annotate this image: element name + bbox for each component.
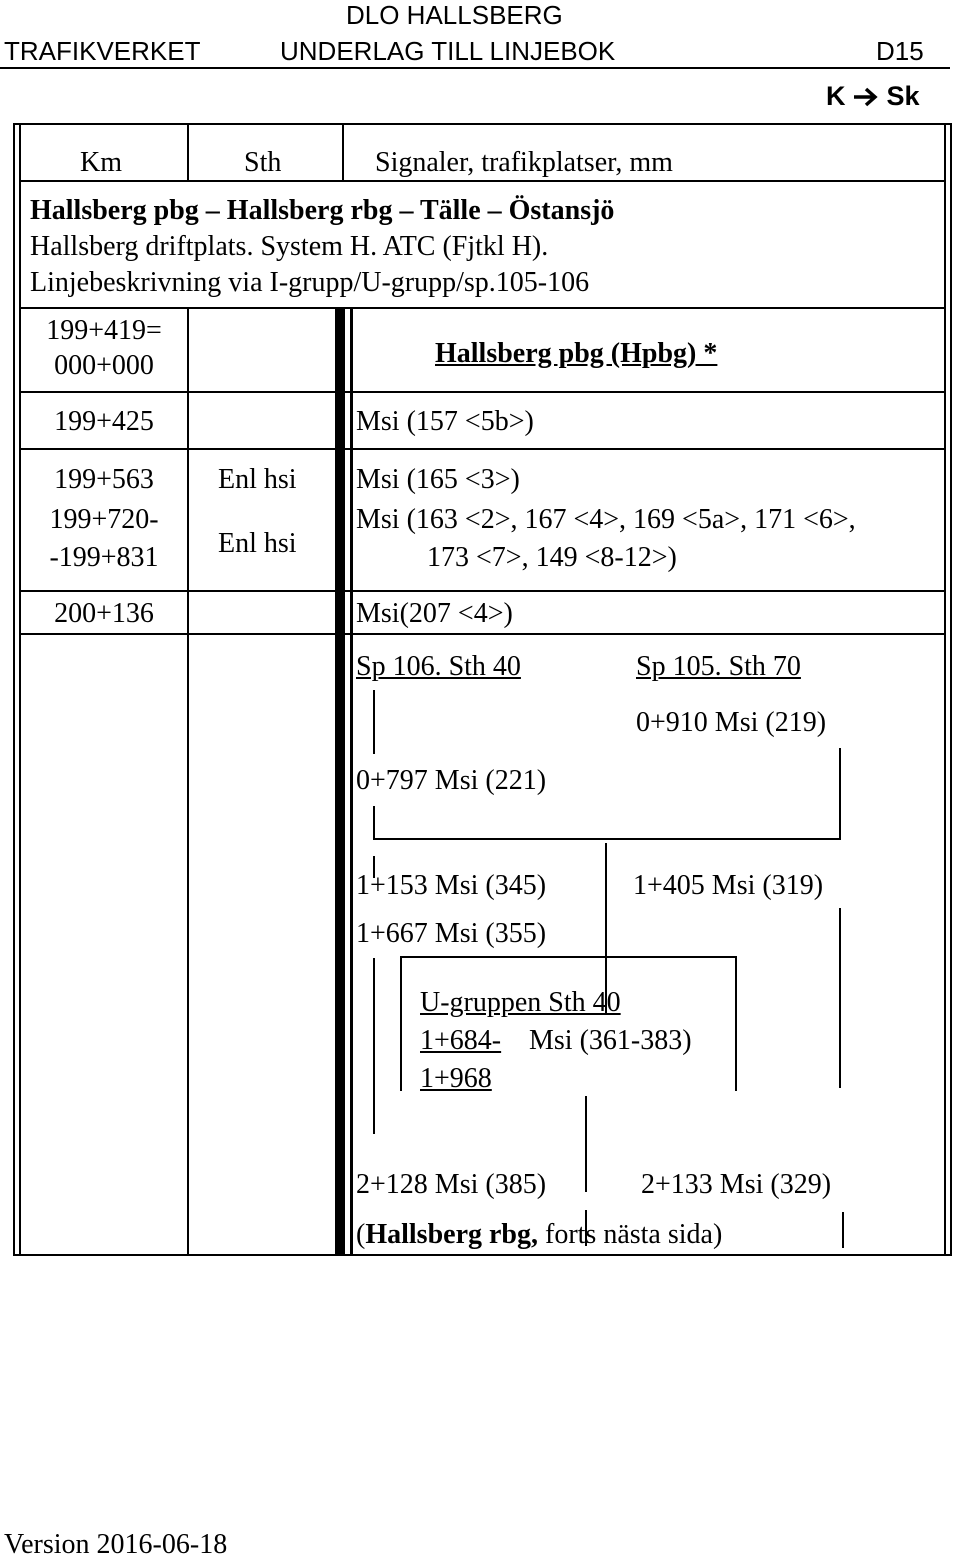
col-header-sth: Sth bbox=[244, 147, 282, 178]
signal-text: 2+133 Msi (329) bbox=[641, 1169, 832, 1200]
version-footer: Version 2016-06-18 bbox=[4, 1529, 228, 1560]
page-code: D15 bbox=[876, 36, 924, 66]
main-track-bar-inner bbox=[350, 307, 353, 1254]
continuation-note: (Hallsberg rbg, forts nästa sida) bbox=[356, 1219, 723, 1250]
document-subtitle: UNDERLAG TILL LINJEBOK bbox=[280, 36, 616, 66]
document-title: DLO HALLSBERG bbox=[346, 0, 563, 30]
section-line-2: Linjebeskrivning via I-grupp/U-grupp/sp.105-106 bbox=[30, 267, 590, 298]
signal-text: Msi (163 <2>, 167 <4>, 169 <5a>, 171 <6>, bbox=[356, 504, 856, 535]
track-label-sp105: Sp 105. Sth 70 bbox=[636, 651, 801, 682]
direction-from: K bbox=[826, 81, 846, 111]
route-title: Hallsberg pbg – Hallsberg rbg – Tälle – Östansjö bbox=[30, 195, 615, 226]
signal-text: 0+797 Msi (221) bbox=[356, 765, 547, 796]
row-divider bbox=[19, 590, 945, 592]
col-divider-sth bbox=[342, 123, 344, 181]
ugroup-box-top bbox=[400, 956, 736, 958]
direction-to: Sk bbox=[886, 81, 920, 111]
track-segment bbox=[373, 806, 375, 840]
track-segment bbox=[373, 958, 375, 1134]
track-segment bbox=[585, 1096, 587, 1192]
col-divider-km bbox=[187, 307, 189, 1254]
km-value: 000+000 bbox=[54, 350, 154, 381]
sth-value: Enl hsi bbox=[218, 464, 297, 495]
km-value: 199+563 bbox=[54, 464, 154, 495]
table-inner-right bbox=[944, 123, 946, 1254]
table-inner-left bbox=[19, 123, 21, 1254]
col-header-km: Km bbox=[80, 147, 122, 178]
section-line-1: Hallsberg driftplats. System H. ATC (Fjtkl H). bbox=[30, 231, 549, 262]
sth-value: Enl hsi bbox=[218, 528, 297, 559]
main-track-bar bbox=[335, 307, 345, 1254]
section-divider bbox=[19, 307, 945, 309]
row-divider bbox=[19, 633, 945, 635]
col-divider-km bbox=[187, 123, 189, 181]
ugroup-range: 1+684- bbox=[420, 1025, 502, 1056]
signal-text: Msi (165 <3>) bbox=[356, 464, 520, 495]
direction-label bbox=[826, 80, 920, 112]
km-value: -199+831 bbox=[49, 542, 159, 573]
signal-text: 173 <7>, 149 <8-12>) bbox=[427, 542, 677, 573]
row-divider bbox=[19, 448, 945, 450]
table-border-right bbox=[950, 123, 952, 1256]
right-arrow-icon bbox=[853, 81, 879, 111]
header-rule bbox=[0, 67, 950, 69]
continuation-station: Hallsberg rbg, bbox=[365, 1219, 538, 1250]
signal-text: Msi(207 <4>) bbox=[356, 598, 513, 629]
table-border-left bbox=[13, 123, 15, 1256]
station-name: Hallsberg pbg (Hpbg) * bbox=[435, 338, 718, 369]
km-value: 200+136 bbox=[54, 598, 154, 629]
organization-name: TRAFIKVERKET bbox=[4, 36, 201, 66]
signal-text: 2+128 Msi (385) bbox=[356, 1169, 547, 1200]
track-crossover bbox=[373, 838, 841, 840]
ugroup-box-right bbox=[735, 956, 737, 1091]
signal-text: 1+667 Msi (355) bbox=[356, 918, 547, 949]
km-value: 199+720- bbox=[49, 504, 159, 535]
ugroup-end: 1+968 bbox=[420, 1063, 492, 1094]
ugroup-box-left bbox=[400, 956, 402, 1091]
col-header-signals: Signaler, trafikplatser, mm bbox=[375, 147, 673, 178]
track-label-sp106: Sp 106. Sth 40 bbox=[356, 651, 521, 682]
row-divider bbox=[19, 391, 945, 393]
km-value: 199+419= bbox=[46, 315, 162, 346]
track-segment bbox=[839, 908, 841, 1088]
header-row-divider bbox=[19, 180, 945, 182]
km-value: 199+425 bbox=[54, 406, 154, 437]
signal-text: 1+405 Msi (319) bbox=[633, 870, 824, 901]
signal-text: 1+153 Msi (345) bbox=[356, 870, 547, 901]
track-segment bbox=[839, 748, 841, 840]
signal-text: Msi (157 <5b>) bbox=[356, 406, 534, 437]
signal-text: 0+910 Msi (219) bbox=[636, 707, 827, 738]
track-segment bbox=[373, 690, 375, 754]
track-segment bbox=[842, 1212, 844, 1248]
ugroup-signals: Msi (361-383) bbox=[529, 1025, 692, 1056]
table-border-top bbox=[13, 123, 952, 125]
ugroup-title: U-gruppen Sth 40 bbox=[420, 987, 621, 1018]
table-border-bottom bbox=[13, 1254, 952, 1256]
